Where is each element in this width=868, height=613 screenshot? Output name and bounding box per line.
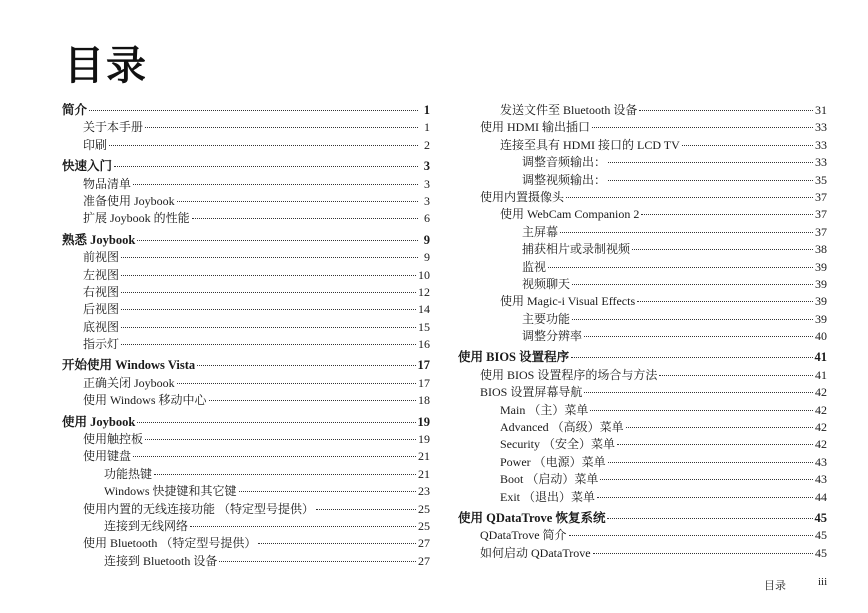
toc-entry-title: QDataTrove 简介 bbox=[480, 528, 567, 543]
toc-leader-dots bbox=[584, 392, 813, 393]
toc-entry[interactable] bbox=[458, 137, 827, 154]
toc-entry-title: 使用键盘 bbox=[83, 449, 132, 464]
toc-leader-dots bbox=[548, 267, 813, 268]
toc-entry[interactable] bbox=[458, 402, 827, 419]
footer-label: 目录 bbox=[764, 579, 786, 592]
toc-leader-dots bbox=[239, 491, 416, 492]
toc-entry-page: 14 bbox=[418, 302, 430, 317]
toc-entry-page: 1 bbox=[423, 103, 430, 117]
toc-entry-page: 43 bbox=[815, 454, 827, 469]
toc-entry-title: 熟悉 Joybook bbox=[62, 232, 136, 247]
toc-entry-page: 45 bbox=[815, 528, 827, 543]
toc-entry[interactable] bbox=[458, 241, 827, 258]
toc-entry[interactable] bbox=[458, 224, 827, 241]
toc-entry-title: Power （电源）菜单 bbox=[500, 454, 606, 469]
toc-entry-title: 调整视频输出： bbox=[522, 172, 607, 187]
toc-entry[interactable] bbox=[62, 431, 430, 448]
toc-left-column bbox=[62, 102, 430, 570]
toc-entry-title: Windows 快捷键和其它键 bbox=[104, 484, 237, 499]
toc-entry[interactable] bbox=[458, 206, 827, 223]
toc-entry-page: 43 bbox=[815, 472, 827, 487]
toc-entry-title: 使用触控板 bbox=[83, 432, 144, 447]
toc-entry-page: 19 bbox=[418, 432, 430, 447]
toc-entry-title: 使用 HDMI 输出插口 bbox=[480, 120, 590, 135]
toc-entry-title: 主屏幕 bbox=[522, 224, 559, 239]
toc-entry-title: BIOS 设置屏幕导航 bbox=[480, 385, 583, 400]
toc-leader-dots bbox=[569, 535, 813, 536]
toc-entry-title: 底视图 bbox=[83, 319, 120, 334]
toc-leader-dots bbox=[114, 166, 418, 167]
toc-leader-dots bbox=[592, 127, 813, 128]
toc-entry-title: 左视图 bbox=[83, 267, 120, 282]
toc-entry-page: 1 bbox=[424, 120, 430, 135]
toc-leader-dots bbox=[584, 336, 813, 337]
toc-entry[interactable] bbox=[458, 154, 827, 171]
toc-entry-title: 印刷 bbox=[83, 137, 108, 152]
toc-entry-page: 37 bbox=[815, 207, 827, 222]
toc-entry-page: 18 bbox=[418, 393, 430, 408]
toc-entry-page: 10 bbox=[418, 267, 430, 282]
toc-entry-title: 监视 bbox=[522, 259, 547, 274]
toc-entry[interactable] bbox=[458, 328, 827, 345]
toc-entry-title: Boot （启动）菜单 bbox=[500, 472, 599, 487]
toc-entry-page: 31 bbox=[815, 103, 827, 117]
toc-entry-page: 41 bbox=[815, 367, 827, 382]
toc-entry-title: 视频聊天 bbox=[522, 276, 571, 291]
toc-leader-dots bbox=[121, 292, 416, 293]
toc-leader-dots bbox=[590, 410, 813, 411]
toc-entry-title: 连接到 Bluetooth 设备 bbox=[104, 553, 218, 568]
toc-entry-title: 主要功能 bbox=[522, 311, 571, 326]
toc-leader-dots bbox=[682, 145, 813, 146]
toc-entry[interactable] bbox=[62, 553, 430, 570]
toc-leader-dots bbox=[219, 561, 416, 562]
toc-entry-page: 33 bbox=[815, 120, 827, 135]
toc-leader-dots bbox=[133, 456, 416, 457]
toc-entry[interactable] bbox=[458, 102, 827, 119]
toc-leader-dots bbox=[121, 275, 416, 276]
toc-entry[interactable] bbox=[458, 489, 827, 506]
toc-leader-dots bbox=[572, 284, 813, 285]
toc-entry-page: 45 bbox=[815, 545, 827, 560]
toc-leader-dots bbox=[137, 422, 415, 423]
toc-entry-title: 使用内置摄像头 bbox=[480, 189, 565, 204]
toc-entry-title: 快速入门 bbox=[62, 159, 113, 174]
toc-entry-page: 41 bbox=[814, 350, 827, 365]
toc-entry[interactable] bbox=[62, 501, 430, 518]
toc-leader-dots bbox=[177, 383, 416, 384]
toc-leader-dots bbox=[608, 462, 813, 463]
toc-entry[interactable] bbox=[62, 301, 430, 318]
toc-leader-dots bbox=[617, 444, 813, 445]
toc-leader-dots bbox=[659, 375, 813, 376]
toc-entry-title: 右视图 bbox=[83, 284, 120, 299]
toc-entry-page: 3 bbox=[424, 176, 430, 191]
toc-entry[interactable] bbox=[62, 357, 430, 374]
toc-entry-page: 9 bbox=[423, 232, 430, 247]
toc-entry-page: 44 bbox=[815, 489, 827, 504]
toc-entry[interactable] bbox=[62, 267, 430, 284]
toc-entry-title: 简介 bbox=[62, 103, 88, 117]
toc-entry[interactable] bbox=[458, 311, 827, 328]
toc-entry[interactable] bbox=[62, 448, 430, 465]
toc-entry-page: 15 bbox=[418, 319, 430, 334]
toc-entry-title: Security （安全）菜单 bbox=[500, 437, 615, 452]
toc-entry-title: 开始使用 Windows Vista bbox=[62, 358, 196, 373]
toc-leader-dots bbox=[608, 180, 813, 181]
toc-entry-page: 17 bbox=[417, 358, 430, 373]
toc-leader-dots bbox=[197, 365, 415, 366]
toc-entry[interactable] bbox=[458, 471, 827, 488]
toc-entry-title: 发送文件至 Bluetooth 设备 bbox=[500, 103, 638, 117]
toc-entry-title: 使用 BIOS 设置程序的场合与方法 bbox=[480, 367, 658, 382]
toc-entry-page: 21 bbox=[418, 449, 430, 464]
toc-entry-title: 使用 Magic-i Visual Effects bbox=[500, 294, 636, 309]
toc-entry[interactable] bbox=[62, 518, 430, 535]
toc-leader-dots bbox=[626, 427, 813, 428]
toc-leader-dots bbox=[137, 240, 418, 241]
toc-entry-page: 42 bbox=[815, 437, 827, 452]
toc-entry[interactable] bbox=[62, 176, 430, 193]
toc-leader-dots bbox=[154, 474, 416, 475]
toc-entry-page: 23 bbox=[418, 484, 430, 499]
toc-entry[interactable] bbox=[62, 319, 430, 336]
toc-leader-dots bbox=[121, 344, 416, 345]
toc-entry-page: 3 bbox=[424, 193, 430, 208]
toc-entry[interactable] bbox=[458, 527, 827, 544]
toc-entry[interactable] bbox=[62, 119, 430, 136]
toc-leader-dots bbox=[209, 400, 416, 401]
toc-leader-dots bbox=[639, 110, 813, 111]
toc-entry-title: 调整音频输出： bbox=[522, 155, 607, 170]
toc-entry-page: 6 bbox=[424, 211, 430, 226]
toc-leader-dots bbox=[560, 232, 813, 233]
toc-leader-dots bbox=[177, 201, 418, 202]
toc-entry[interactable] bbox=[62, 392, 430, 409]
toc-entry-title: 扩展 Joybook 的性能 bbox=[83, 211, 190, 226]
toc-entry[interactable] bbox=[458, 259, 827, 276]
toc-entry[interactable] bbox=[458, 293, 827, 310]
toc-entry-page: 25 bbox=[418, 501, 430, 516]
toc-entry[interactable] bbox=[458, 276, 827, 293]
toc-entry[interactable] bbox=[62, 336, 430, 353]
toc-entry-page: 35 bbox=[815, 172, 827, 187]
page-title: 目录 bbox=[64, 43, 148, 89]
toc-entry[interactable] bbox=[458, 119, 827, 136]
toc-entry[interactable] bbox=[62, 466, 430, 483]
footer-page-number: iii bbox=[818, 576, 828, 588]
toc-entry[interactable] bbox=[62, 535, 430, 552]
toc-entry-page: 17 bbox=[418, 375, 430, 390]
toc-leader-dots bbox=[571, 357, 812, 358]
toc-entry-title: 关于本手册 bbox=[83, 120, 144, 135]
toc-entry-title: 捕获相片或录制视频 bbox=[522, 242, 631, 257]
toc-entry-page: 42 bbox=[815, 402, 827, 417]
toc-entry-page: 45 bbox=[814, 510, 827, 525]
toc-entry-page: 16 bbox=[418, 337, 430, 352]
toc-entry[interactable] bbox=[62, 375, 430, 392]
toc-leader-dots bbox=[121, 257, 418, 258]
toc-entry-title: 功能热键 bbox=[104, 466, 153, 481]
toc-entry-page: 40 bbox=[815, 329, 827, 344]
toc-entry-title: 使用 WebCam Companion 2 bbox=[500, 207, 640, 222]
toc-entry-title: 使用 Joybook bbox=[62, 414, 136, 429]
toc-leader-dots bbox=[190, 526, 416, 527]
toc-entry-title: 使用 Windows 移动中心 bbox=[83, 393, 207, 408]
toc-entry[interactable] bbox=[62, 483, 430, 500]
toc-entry-title: 后视图 bbox=[83, 302, 120, 317]
toc-entry-page: 19 bbox=[417, 414, 430, 429]
toc-leader-dots bbox=[600, 479, 813, 480]
toc-entry[interactable] bbox=[62, 284, 430, 301]
toc-entry-title: 正确关闭 Joybook bbox=[83, 375, 175, 390]
toc-entry-page: 42 bbox=[815, 385, 827, 400]
toc-entry-page: 37 bbox=[815, 189, 827, 204]
toc-entry-page: 9 bbox=[424, 250, 430, 265]
toc-entry-title: 使用 QDataTrove 恢复系统 bbox=[458, 510, 606, 525]
toc-leader-dots bbox=[133, 184, 418, 185]
toc-entry[interactable] bbox=[458, 189, 827, 206]
toc-leader-dots bbox=[597, 497, 813, 498]
toc-entry-title: 使用 Bluetooth （特定型号提供） bbox=[83, 536, 257, 551]
toc-entry-title: Advanced （高级）菜单 bbox=[500, 420, 624, 435]
toc-entry[interactable] bbox=[458, 454, 827, 471]
toc-entry-title: 如何启动 QDataTrove bbox=[480, 545, 591, 560]
toc-entry[interactable] bbox=[458, 545, 827, 562]
toc-entry[interactable] bbox=[458, 384, 827, 401]
toc-entry-title: 使用 BIOS 设置程序 bbox=[458, 350, 570, 365]
toc-entry-title: 指示灯 bbox=[83, 337, 120, 352]
toc-leader-dots bbox=[109, 145, 418, 146]
toc-entry-page: 27 bbox=[418, 553, 430, 568]
toc-leader-dots bbox=[607, 518, 812, 519]
toc-leader-dots bbox=[593, 553, 813, 554]
toc-entry[interactable] bbox=[458, 510, 827, 527]
toc-entry[interactable] bbox=[458, 349, 827, 366]
toc-entry[interactable] bbox=[458, 419, 827, 436]
toc-entry-title: 物品清单 bbox=[83, 176, 132, 191]
toc-entry-page: 2 bbox=[424, 137, 430, 152]
toc-entry[interactable] bbox=[62, 158, 430, 175]
toc-entry-page: 39 bbox=[815, 259, 827, 274]
toc-entry-page: 25 bbox=[418, 518, 430, 533]
toc-leader-dots bbox=[632, 249, 813, 250]
toc-leader-dots bbox=[145, 439, 416, 440]
toc-entry[interactable] bbox=[458, 436, 827, 453]
toc-entry[interactable] bbox=[62, 193, 430, 210]
toc-entry[interactable] bbox=[458, 367, 827, 384]
toc-entry-title: 调整分辨率 bbox=[522, 329, 583, 344]
toc-entry-page: 42 bbox=[815, 420, 827, 435]
toc-leader-dots bbox=[121, 309, 416, 310]
toc-entry-title: 使用内置的无线连接功能 （特定型号提供） bbox=[83, 501, 315, 516]
toc-right-column bbox=[458, 102, 827, 562]
toc-entry-page: 33 bbox=[815, 137, 827, 152]
toc-entry[interactable] bbox=[62, 137, 430, 154]
toc-leader-dots bbox=[192, 218, 418, 219]
toc-entry-title: Main （主）菜单 bbox=[500, 402, 589, 417]
toc-entry[interactable] bbox=[62, 414, 430, 431]
toc-leader-dots bbox=[121, 327, 416, 328]
toc-entry[interactable] bbox=[62, 210, 430, 227]
toc-entry-page: 39 bbox=[815, 311, 827, 326]
toc-leader-dots bbox=[641, 214, 813, 215]
toc-leader-dots bbox=[89, 110, 418, 111]
toc-entry-title: 连接至具有 HDMI 接口的 LCD TV bbox=[500, 137, 680, 152]
toc-entry-page: 12 bbox=[418, 284, 430, 299]
toc-leader-dots bbox=[637, 301, 813, 302]
toc-leader-dots bbox=[566, 197, 813, 198]
toc-entry[interactable] bbox=[62, 102, 430, 119]
toc-entry-page: 21 bbox=[418, 466, 430, 481]
toc-leader-dots bbox=[145, 127, 418, 128]
toc-leader-dots bbox=[316, 509, 416, 510]
toc-entry-title: 准备使用 Joybook bbox=[83, 193, 175, 208]
toc-entry-title: 前视图 bbox=[83, 250, 120, 265]
toc-entry-page: 27 bbox=[418, 536, 430, 551]
toc-entry-page: 37 bbox=[815, 224, 827, 239]
toc-entry-page: 3 bbox=[423, 159, 430, 174]
toc-entry-page: 38 bbox=[815, 242, 827, 257]
toc-entry[interactable] bbox=[458, 172, 827, 189]
toc-entry-title: 连接到无线网络 bbox=[104, 518, 189, 533]
toc-leader-dots bbox=[258, 543, 416, 544]
toc-entry[interactable] bbox=[62, 249, 430, 266]
toc-entry-page: 39 bbox=[815, 276, 827, 291]
toc-leader-dots bbox=[572, 319, 813, 320]
toc-entry-page: 39 bbox=[815, 294, 827, 309]
toc-entry-page: 33 bbox=[815, 155, 827, 170]
toc-leader-dots bbox=[608, 162, 813, 163]
toc-entry[interactable] bbox=[62, 232, 430, 249]
toc-entry-title: Exit （退出）菜单 bbox=[500, 489, 595, 504]
